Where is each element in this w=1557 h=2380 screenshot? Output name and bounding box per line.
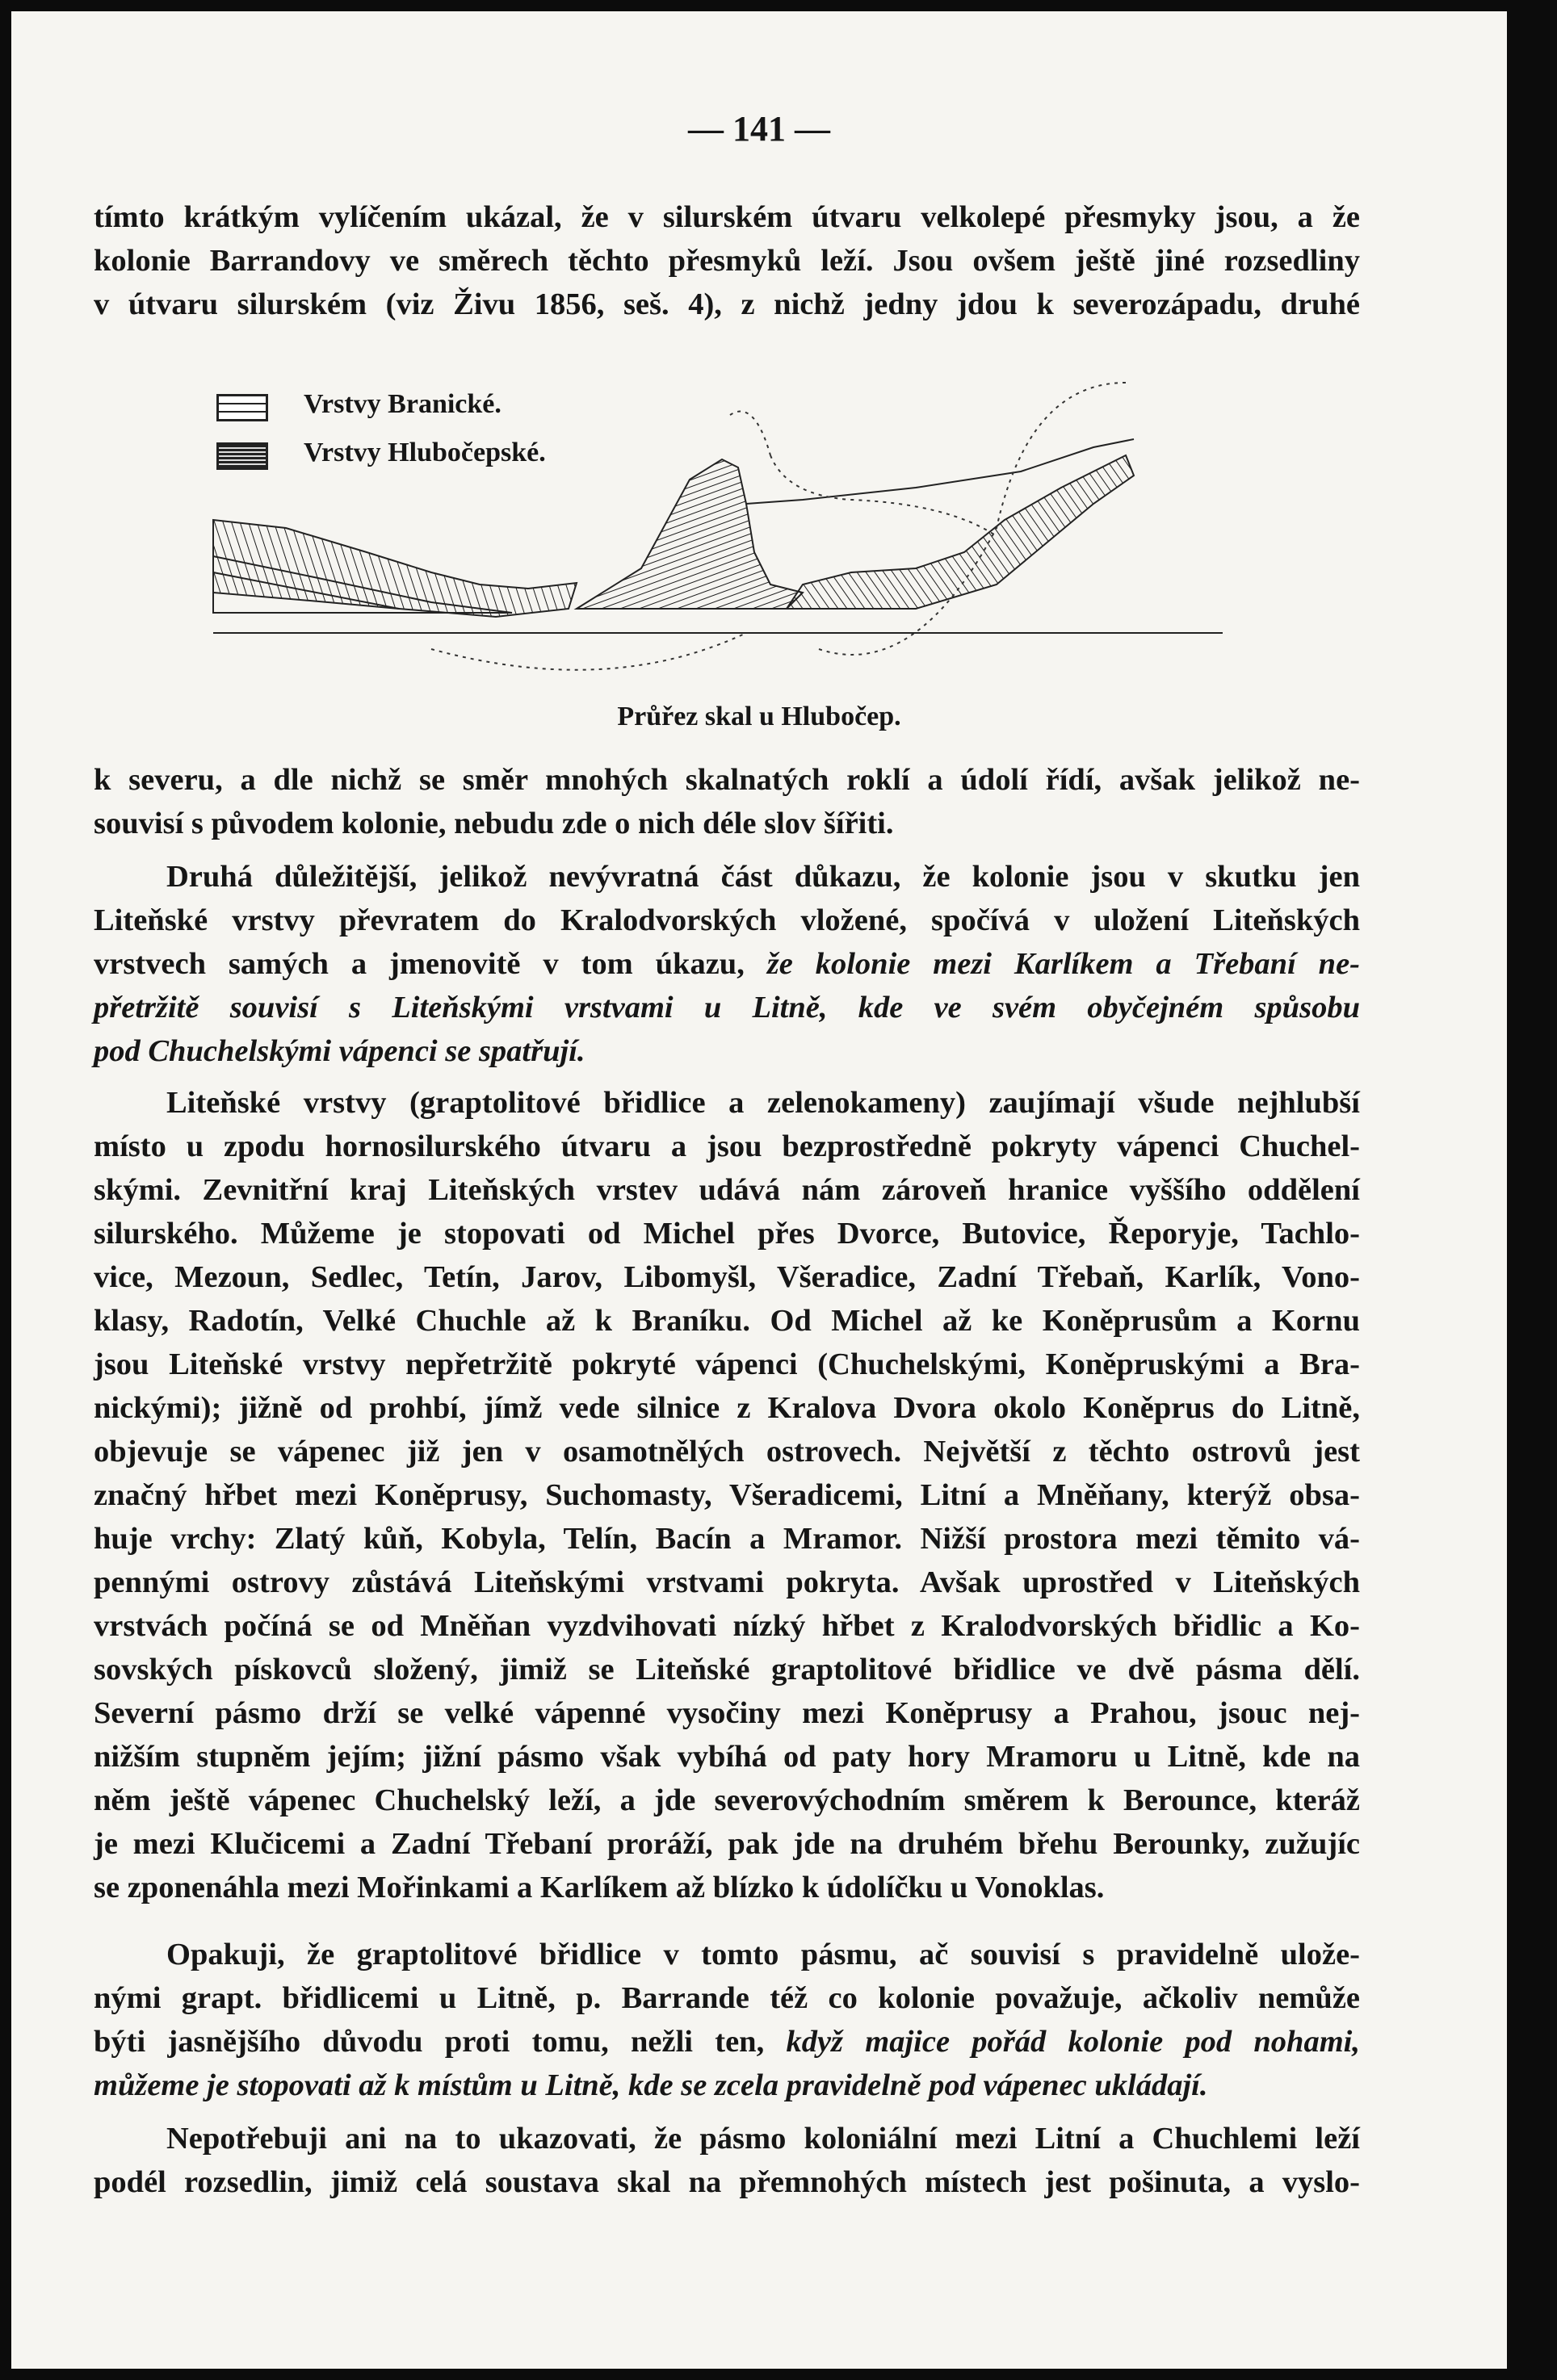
paragraph-3 [94,855,1360,1073]
text-line: silurského. Můžeme je stopovati od Michel přes Dvorce, Butovice, Řeporyje, Tachlo- [94,1217,1360,1251]
legend-label: Vrstvy Branické. [304,389,502,419]
text-line: k severu, a dle nichž se směr mnohých skalnatých roklí a údolí řídí, avšak jelikož ne- [94,763,1360,797]
text-line [94,2020,1360,2064]
text-line [94,2064,1360,2107]
cross-section-figure [189,367,1255,706]
text-line: Opakuji, že graptolitové břidlice v tomto pásmu, ač souvisí s pravidelně ulože- [166,1938,1360,1971]
text-line: Severní pásmo drží se velké vápenné vysočiny mezi Koněprusy a Prahou, jsouc nej- [94,1696,1360,1730]
text-line: nižším stupněm jejím; jižní pásmo však vybíhá od paty hory Mramoru u Litně, kde na [94,1740,1360,1774]
text-line [94,1029,1360,1073]
paragraph-2 [94,758,1360,845]
text-line: podél rozsedlin, jimiž celá soustava skal na přemnohých místech jest pošinuta, a vyslo- [94,2165,1360,2199]
text-line: značný hřbet mezi Koněprusy, Suchomasty, Všeradicemi, Litní a Mněňany, kterýž obsa- [94,1478,1360,1512]
text-line: pennými ostrovy zůstává Liteňskými vrstvami pokryta. Avšak uprostřed v Liteňských [94,1565,1360,1599]
text-line: vrstvách počíná se od Mněňan vyzdvihovati nízký hřbet z Kralodvorských břidlic a Ko- [94,1609,1360,1643]
text-run: vrstvech samých a jmenovitě v tom úkazu, [94,947,767,981]
text-line: huje vrchy: Zlatý kůň, Kobyla, Telín, Bacín a Mramor. Nižší prostora mezi těmito vá- [94,1522,1360,1556]
page-number: — 141 — [688,109,830,149]
text-line: nými grapt. břidlicemi u Litně, p. Barrande též co kolonie považuje, ačkoliv nemůže [94,1981,1360,2015]
paragraph-5 [94,1933,1360,2107]
text-line: tímto krátkým vylíčením ukázal, že v silurském útvaru velkolepé přesmyky jsou, a že [94,200,1360,234]
figure-caption: Průřez skal u Hlubočep. [617,702,901,731]
italic-run: když majice pořád kolonie pod nohami, [786,2025,1360,2059]
italic-run: můžeme je stopovati až k místům u Litně, kde se zcela pravidelně pod vápenec ukládají. [94,2068,1208,2102]
text-line [94,986,1360,1029]
text-line: skými. Zevnitřní kraj Liteňských vrstev udává nám zároveň hranice vyššího oddělení [94,1173,1360,1207]
text-line: Liteňské vrstvy převratem do Kralodvorských vložené, spočívá v uložení Liteňských [94,903,1360,937]
italic-run: pod Chuchelskými vápenci se spatřují. [94,1034,585,1068]
text-line: Liteňské vrstvy (graptolitové břidlice a zelenokameny) zaujímají všude nejhlubší [166,1086,1360,1120]
text-line: objevuje se vápenec již jen v osamotnělých ostrovech. Největší z těchto ostrovů jest [94,1435,1360,1469]
text-line: je mezi Klučicemi a Zadní Třebaní proráží, pak jde na druhém břehu Berounky, zužujíc [94,1827,1360,1861]
italic-run: přetržitě souvisí s Liteňskými vrstvami u Litně, kde ve svém obyčejném spůsobu [94,991,1360,1024]
paragraph-6 [94,2117,1360,2204]
text-line: v útvaru silurském (viz Živu 1856, seš. 4), z nichž jedny jdou k severozápadu, druhé [94,287,1360,321]
text-run: býti jasnějšího důvodu proti tomu, nežli ten, [94,2025,787,2059]
paragraph-1 [94,195,1360,326]
italic-run: že kolonie mezi Karlíkem a Třebaní ne- [766,947,1360,981]
text-line: Druhá důležitější, jelikož nevývratná část důkazu, že kolonie jsou v skutku jen [166,860,1360,894]
text-line: místo u zpodu hornosilurského útvaru a jsou bezprostředně pokryty vápenci Chuchel- [94,1129,1360,1163]
text-line: sovských pískovců složený, jimiž se Liteňské graptolitové břidlice ve dvě pásma dělí. [94,1653,1360,1687]
text-line: nickými); jižně od prohbí, jímž vede silnice z Kralova Dvora okolo Koněprus do Litně, [94,1391,1360,1425]
text-line [94,942,1360,986]
text-line: něm ještě vápenec Chuchelský leží, a jde severovýchodním směrem k Berounce, kteráž [94,1783,1360,1817]
scanned-page [11,11,1507,2369]
text-line: se zponenáhla mezi Mořinkami a Karlíkem až blízko k údolíčku u Vonoklas. [94,1871,1105,1904]
legend-label: Vrstvy Hlubočepské. [304,438,546,467]
paragraph-4 [94,1081,1360,1909]
strata-peak [577,459,803,609]
strata-right [787,455,1134,609]
text-line: vice, Mezoun, Sedlec, Tetín, Jarov, Libomyšl, Všeradice, Zadní Třebaň, Karlík, Vono- [94,1260,1360,1294]
text-line: Nepotřebuji ani na to ukazovati, že pásmo koloniální mezi Litní a Chuchlemi leží [166,2122,1360,2156]
text-line: jsou Liteňské vrstvy nepřetržitě pokryté vápenci (Chuchelskými, Koněpruskými a Bra- [94,1347,1360,1381]
text-line: souvisí s původem kolonie, nebudu zde o nich déle slov šířiti. [94,807,894,840]
text-line: kolonie Barrandovy ve směrech těchto přesmyků leží. Jsou ovšem ještě jiné rozsedliny [94,244,1360,278]
text-line: klasy, Radotín, Velké Chuchle až k Braníku. Od Michel až ke Koněprusům a Kornu [94,1304,1360,1338]
